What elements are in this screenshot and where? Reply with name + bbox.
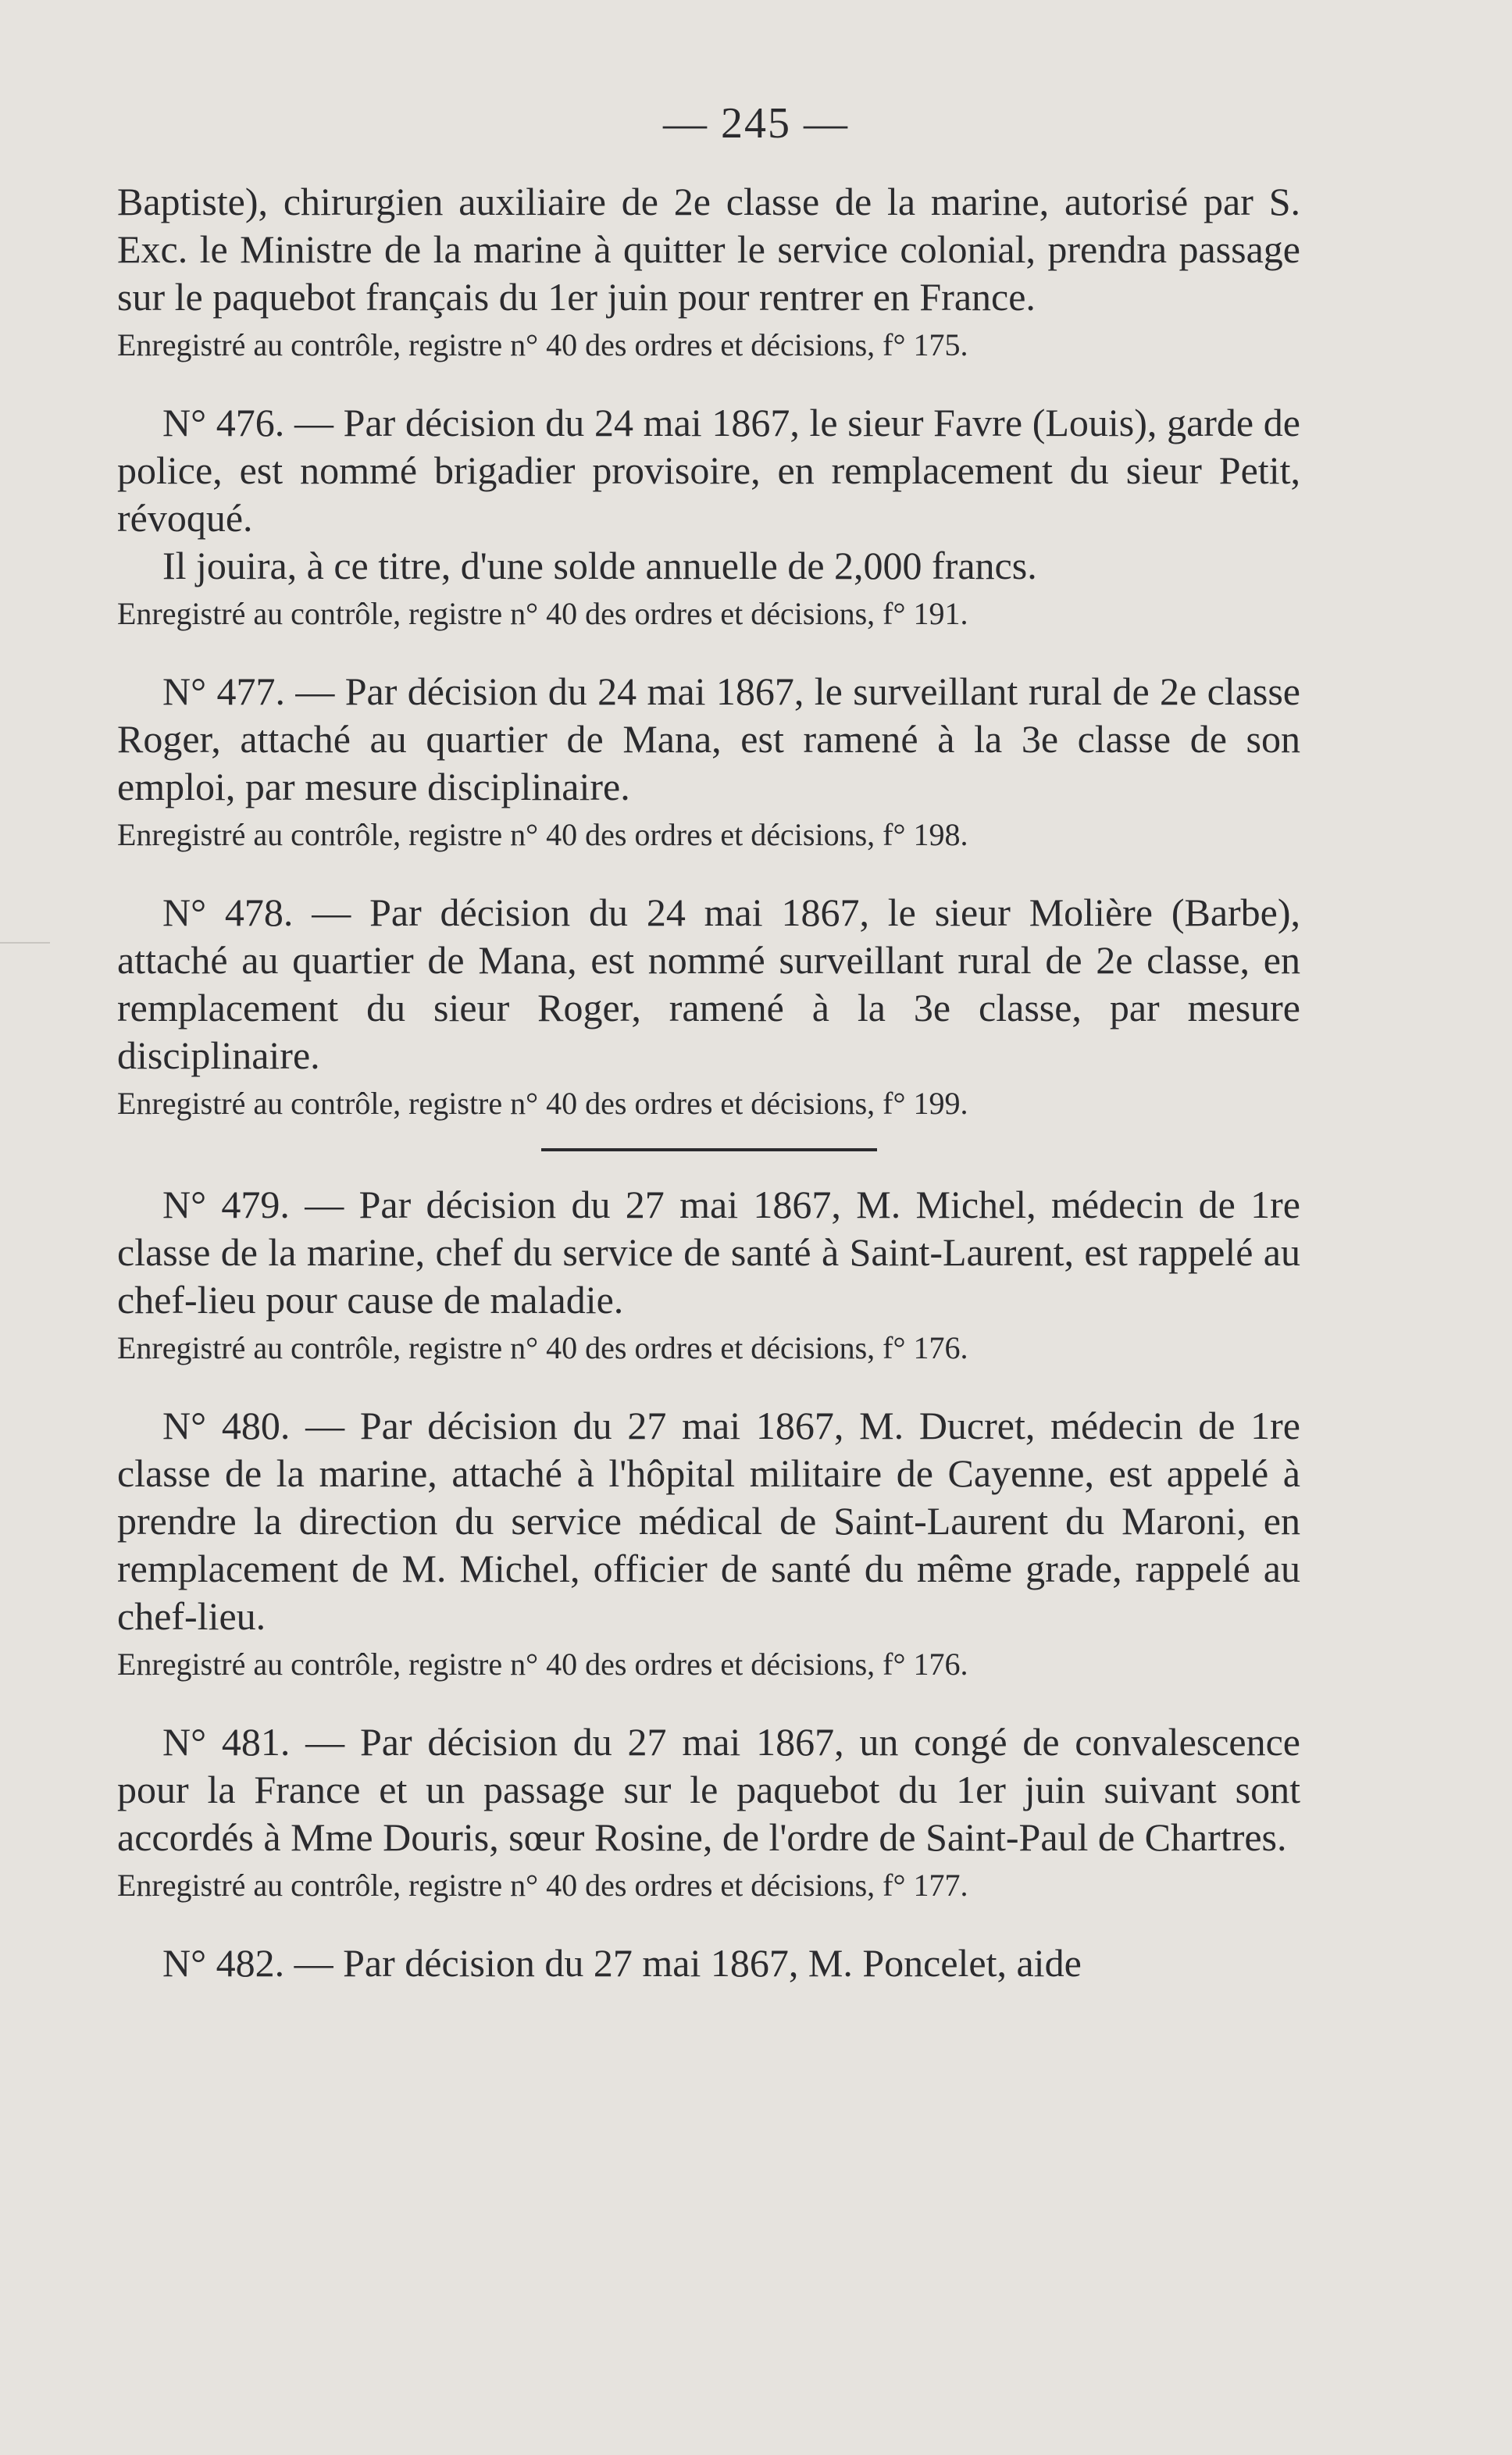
registry-note: Enregistré au contrôle, registre n° 40 des ordres et décisions, f° 191. (117, 596, 968, 631)
entry-continuation (117, 178, 1300, 365)
entry-text: N° 481. — Par décision du 27 mai 1867, un congé de convalescence pour la France et un passage sur le paquebot du 1er juin suivant sont accordés à Mme Douris, sœur Rosine, de l'ordre de Saint-Paul de Chartres. (117, 1720, 1300, 1859)
registry-note: Enregistré au contrôle, registre n° 40 des ordres et décisions, f° 177. (117, 1868, 968, 1903)
entry-482 (117, 1939, 1300, 1987)
registry-note: Enregistré au contrôle, registre n° 40 des ordres et décisions, f° 176. (117, 1647, 968, 1682)
page-number: — 245 — (663, 99, 849, 148)
entry-text: N° 478. — Par décision du 24 mai 1867, le sieur Molière (Barbe), attaché au quartier de Mana, est nommé surveillant rural de 2e classe, en remplacement du sieur Roger, ramené à la 3e classe, par mesure disciplinaire. (117, 890, 1300, 1077)
registry-note: Enregistré au contrôle, registre n° 40 des ordres et décisions, f° 199. (117, 1086, 968, 1121)
entry-476 (117, 399, 1300, 633)
entry-text: N° 480. — Par décision du 27 mai 1867, M. Ducret, médecin de 1re classe de la marine, attaché à l'hôpital militaire de Cayenne, est appelé à prendre la direction du service médical de Saint-Laurent du Maroni, en remplacement de M. Michel, officier de santé du même grade, rappelé au chef-lieu. (117, 1404, 1300, 1638)
registry-note: Enregistré au contrôle, registre n° 40 des ordres et décisions, f° 176. (117, 1330, 968, 1365)
entry-text: N° 479. — Par décision du 27 mai 1867, M. Michel, médecin de 1re classe de la marine, chef du service de santé à Saint-Laurent, est rappelé au chef-lieu pour cause de maladie. (117, 1183, 1300, 1322)
entry-text: N° 477. — Par décision du 24 mai 1867, le surveillant rural de 2e classe Roger, attaché au quartier de Mana, est ramené à la 3e classe de son emploi, par mesure disciplinaire. (117, 669, 1300, 808)
registry-note: Enregistré au contrôle, registre n° 40 des ordres et décisions, f° 175. (117, 327, 968, 362)
section-divider (541, 1148, 877, 1151)
entry-text: N° 476. — Par décision du 24 mai 1867, le sieur Favre (Louis), garde de police, est nommé brigadier provisoire, en remplacement du sieur Petit, révoqué. (117, 401, 1300, 540)
page-body (117, 178, 1300, 1987)
entry-text: Baptiste), chirurgien auxiliaire de 2e classe de la marine, autorisé par S. Exc. le Ministre de la marine à quitter le service colonial, prendra passage sur le paquebot français du 1er juin pour rentrer en France. (117, 180, 1300, 319)
entry-478 (117, 889, 1300, 1123)
entry-480 (117, 1402, 1300, 1684)
entry-text-2: Il jouira, à ce titre, d'une solde annuelle de 2,000 francs. (162, 544, 1037, 587)
entry-477 (117, 668, 1300, 855)
page-fold-mark (0, 942, 50, 944)
registry-note: Enregistré au contrôle, registre n° 40 des ordres et décisions, f° 198. (117, 817, 968, 852)
entry-481 (117, 1718, 1300, 1905)
entry-text: N° 482. — Par décision du 27 mai 1867, M. Poncelet, aide (162, 1941, 1082, 1985)
entry-479 (117, 1181, 1300, 1368)
